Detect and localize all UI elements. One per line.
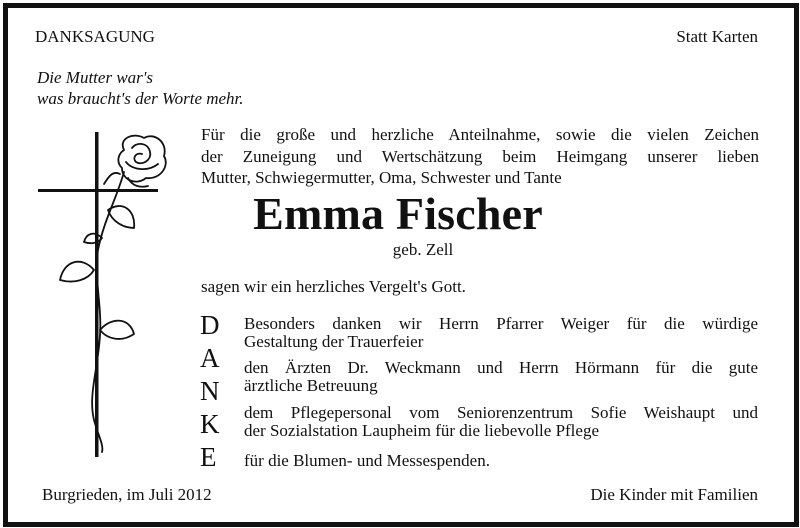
danke-item-2-line-2: ärztliche Betreuung bbox=[244, 376, 378, 395]
intro-line-1: Für die große und herzliche Anteilnahme, sowie die vielen Zeichen bbox=[201, 125, 759, 144]
cross-with-rose-icon bbox=[38, 130, 173, 465]
danke-letter-n: N bbox=[200, 376, 220, 406]
motto-line-2: was braucht's der Worte mehr. bbox=[37, 89, 244, 108]
thanks-line: sagen wir ein herzliches Vergelt's Gott. bbox=[201, 277, 466, 296]
danke-item-2-line-1: den Ärzten Dr. Weckmann und Herrn Hörmann für die gute bbox=[244, 358, 758, 377]
header-note: Statt Karten bbox=[676, 27, 758, 46]
footer-signature: Die Kinder mit Familien bbox=[590, 485, 758, 504]
danke-letter-k: K bbox=[200, 409, 220, 439]
danke-letter-d: D bbox=[200, 310, 220, 340]
birth-name: geb. Zell bbox=[392, 240, 454, 259]
danke-item-4-line-1: für die Blumen- und Messespenden. bbox=[244, 451, 490, 470]
deceased-name: Emma Fischer bbox=[253, 188, 543, 239]
footer-place-date: Burgrieden, im Juli 2012 bbox=[42, 485, 212, 504]
danke-item-1-line-2: Gestaltung der Trauerfeier bbox=[244, 332, 424, 351]
danke-item-3-line-1: dem Pflegepersonal vom Seniorenzentrum Sofie Weishaupt und bbox=[244, 403, 758, 422]
intro-line-3: Mutter, Schwiegermutter, Oma, Schwester und Tante bbox=[201, 168, 562, 187]
danke-item-3-line-2: der Sozialstation Laupheim für die liebevolle Pflege bbox=[244, 421, 599, 440]
motto-line-1: Die Mutter war's bbox=[37, 68, 154, 87]
intro-line-2: der Zuneigung und Wertschätzung beim Heimgang unserer lieben bbox=[201, 146, 759, 166]
danke-letter-e: E bbox=[200, 442, 217, 472]
danke-item-1-line-1: Besonders danken wir Herrn Pfarrer Weiger für die würdige bbox=[244, 314, 758, 333]
rose-icon bbox=[60, 136, 166, 452]
header-title: DANKSAGUNG bbox=[35, 27, 155, 46]
danke-letter-a: A bbox=[200, 343, 220, 373]
